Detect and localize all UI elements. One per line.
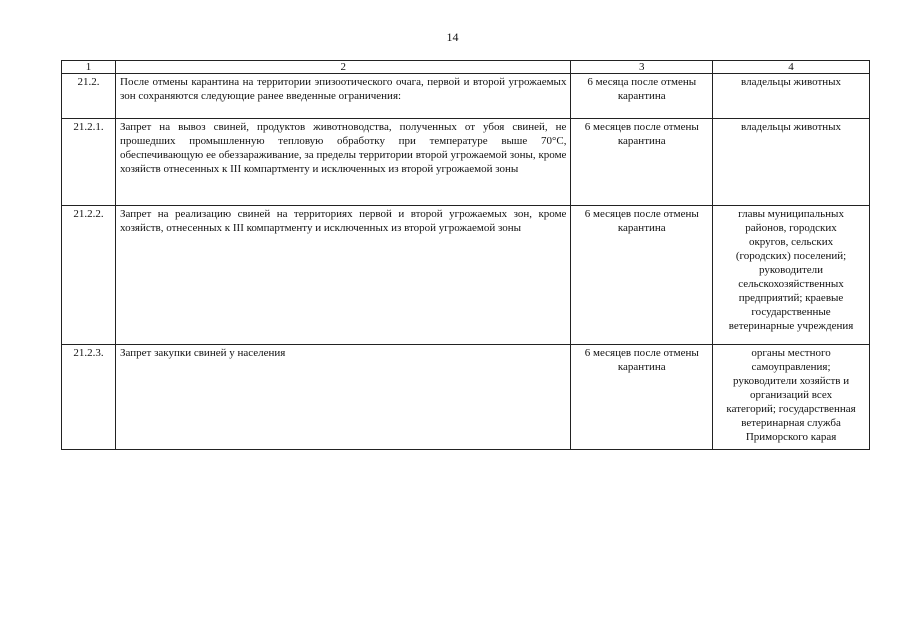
table-row — [62, 345, 870, 450]
table-row — [62, 206, 870, 345]
row-responsible — [713, 74, 870, 119]
responsible-line: самоуправления; — [751, 361, 831, 373]
row-term: 6 месяцев после отмены карантина — [571, 345, 713, 450]
responsible-line: органы местного — [751, 347, 831, 359]
responsible-line: руководители хозяйств и — [732, 375, 850, 387]
responsible-line: главы муниципальных — [738, 208, 844, 220]
header-col-3: 3 — [571, 61, 713, 74]
responsible-line: организаций всех — [749, 389, 833, 401]
responsible-line: владельцы животных — [741, 121, 842, 133]
row-number: 21.2. — [62, 74, 116, 119]
header-col-2: 2 — [116, 61, 571, 74]
header-col-4: 4 — [713, 61, 870, 74]
row-number: 21.2.2. — [62, 206, 116, 345]
responsible-line: районов, городских — [745, 222, 837, 234]
responsible-line: округов, сельских — [748, 236, 834, 248]
row-text: После отмены карантина на территории эпизоотического очага, первой и второй угрожаемых зон сохраняются следующие ранее введенные ограничения: — [116, 74, 571, 119]
responsible-line: руководители — [759, 264, 824, 276]
row-number: 21.2.3. — [62, 345, 116, 450]
row-responsible — [713, 206, 870, 345]
table-row — [62, 119, 870, 206]
measures-table — [61, 60, 870, 450]
row-text: Запрет закупки свиней у населения — [116, 345, 571, 450]
responsible-line: категорий; государственная — [726, 403, 856, 415]
row-number: 21.2.1. — [62, 119, 116, 206]
responsible-line: ветеринарные учреждения — [728, 320, 854, 332]
row-term: 6 месяцев после отмены карантина — [571, 206, 713, 345]
responsible-line: сельскохозяйственных — [738, 278, 844, 290]
responsible-line: государственные — [751, 306, 831, 318]
responsible-line: Приморского карая — [745, 431, 837, 443]
row-responsible — [713, 345, 870, 450]
responsible-line: (городских) поселений; — [735, 250, 847, 262]
row-text: Запрет на вывоз свиней, продуктов животноводства, полученных от убоя свиней, не прошедших промышленную тепловую обработку при температуре выше 70°C, обеспечивающую ее обеззараживание, за пределы территории второй угрожаемой зоны, кроме хозяйств отнесенных к III компартменту и исключенных из второй угрожаемой зоны — [116, 119, 571, 206]
page-number: 14 — [446, 30, 459, 44]
responsible-line: предприятий; краевые — [738, 292, 844, 304]
table-header-row — [62, 61, 870, 74]
row-term: 6 месяцев после отмены карантина — [571, 119, 713, 206]
row-responsible — [713, 119, 870, 206]
table-row — [62, 74, 870, 119]
responsible-line: владельцы животных — [741, 76, 842, 88]
row-text: Запрет на реализацию свиней на территориях первой и второй угрожаемых зон, кроме хозяйств, отнесенных к III компартменту и исключенных из второй угрожаемой зоны — [116, 206, 571, 345]
header-col-1: 1 — [62, 61, 116, 74]
row-term: 6 месяца после отмены карантина — [571, 74, 713, 119]
responsible-line: ветеринарная служба — [741, 417, 841, 429]
